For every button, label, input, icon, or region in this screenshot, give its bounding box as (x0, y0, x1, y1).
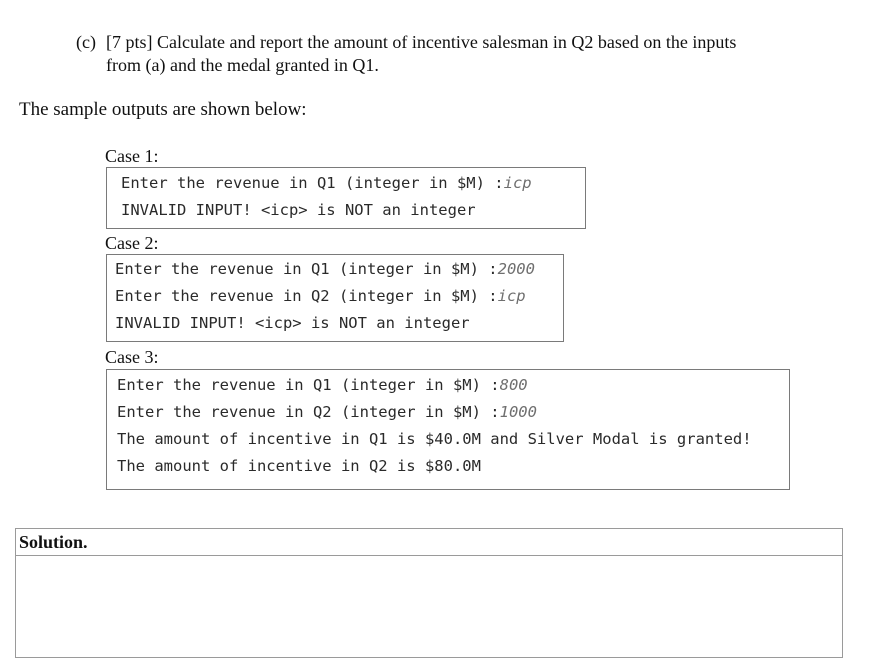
console-line (115, 314, 470, 332)
question-c (76, 31, 856, 77)
console-prompt: Enter the revenue in Q1 (integer in $M) : (115, 260, 498, 278)
console-prompt: INVALID INPUT! <icp> is NOT an integer (121, 201, 476, 219)
console-line (117, 403, 537, 421)
console-input: icp (503, 174, 532, 192)
case-3-title: Case 3: (105, 347, 159, 367)
console-input: icp (497, 287, 526, 305)
intro-text: The sample outputs are shown below: (19, 99, 307, 120)
console-input: 1000 (499, 403, 537, 421)
console-prompt: The amount of incentive in Q1 is $40.0M and Silver Modal is granted! (117, 430, 752, 448)
console-prompt: INVALID INPUT! <icp> is NOT an integer (115, 314, 470, 332)
console-line (121, 174, 532, 192)
console-line (115, 287, 526, 305)
console-line (117, 430, 752, 448)
solution-label: Solution. (16, 529, 842, 556)
console-prompt: Enter the revenue in Q1 (integer in $M) : (121, 174, 504, 192)
console-line (115, 260, 535, 278)
case-3-console (106, 369, 790, 490)
console-prompt: Enter the revenue in Q1 (integer in $M) : (117, 376, 500, 394)
case-2-title: Case 2: (105, 233, 159, 253)
console-line (117, 457, 481, 475)
console-input: 800 (499, 376, 528, 394)
question-label: (c) (76, 32, 96, 52)
console-input: 2000 (497, 260, 535, 278)
question-text-line1: [7 pts] Calculate and report the amount of incentive salesman in Q2 based on the inputs (106, 32, 737, 52)
question-text-line2: from (a) and the medal granted in Q1. (106, 55, 379, 75)
case-1-title: Case 1: (105, 146, 159, 166)
console-prompt: The amount of incentive in Q2 is $80.0M (117, 457, 481, 475)
console-line (121, 201, 476, 219)
case-1-console (106, 167, 586, 229)
console-line (117, 376, 528, 394)
console-prompt: Enter the revenue in Q2 (integer in $M) : (115, 287, 498, 305)
console-prompt: Enter the revenue in Q2 (integer in $M) : (117, 403, 500, 421)
case-2-console (106, 254, 564, 342)
